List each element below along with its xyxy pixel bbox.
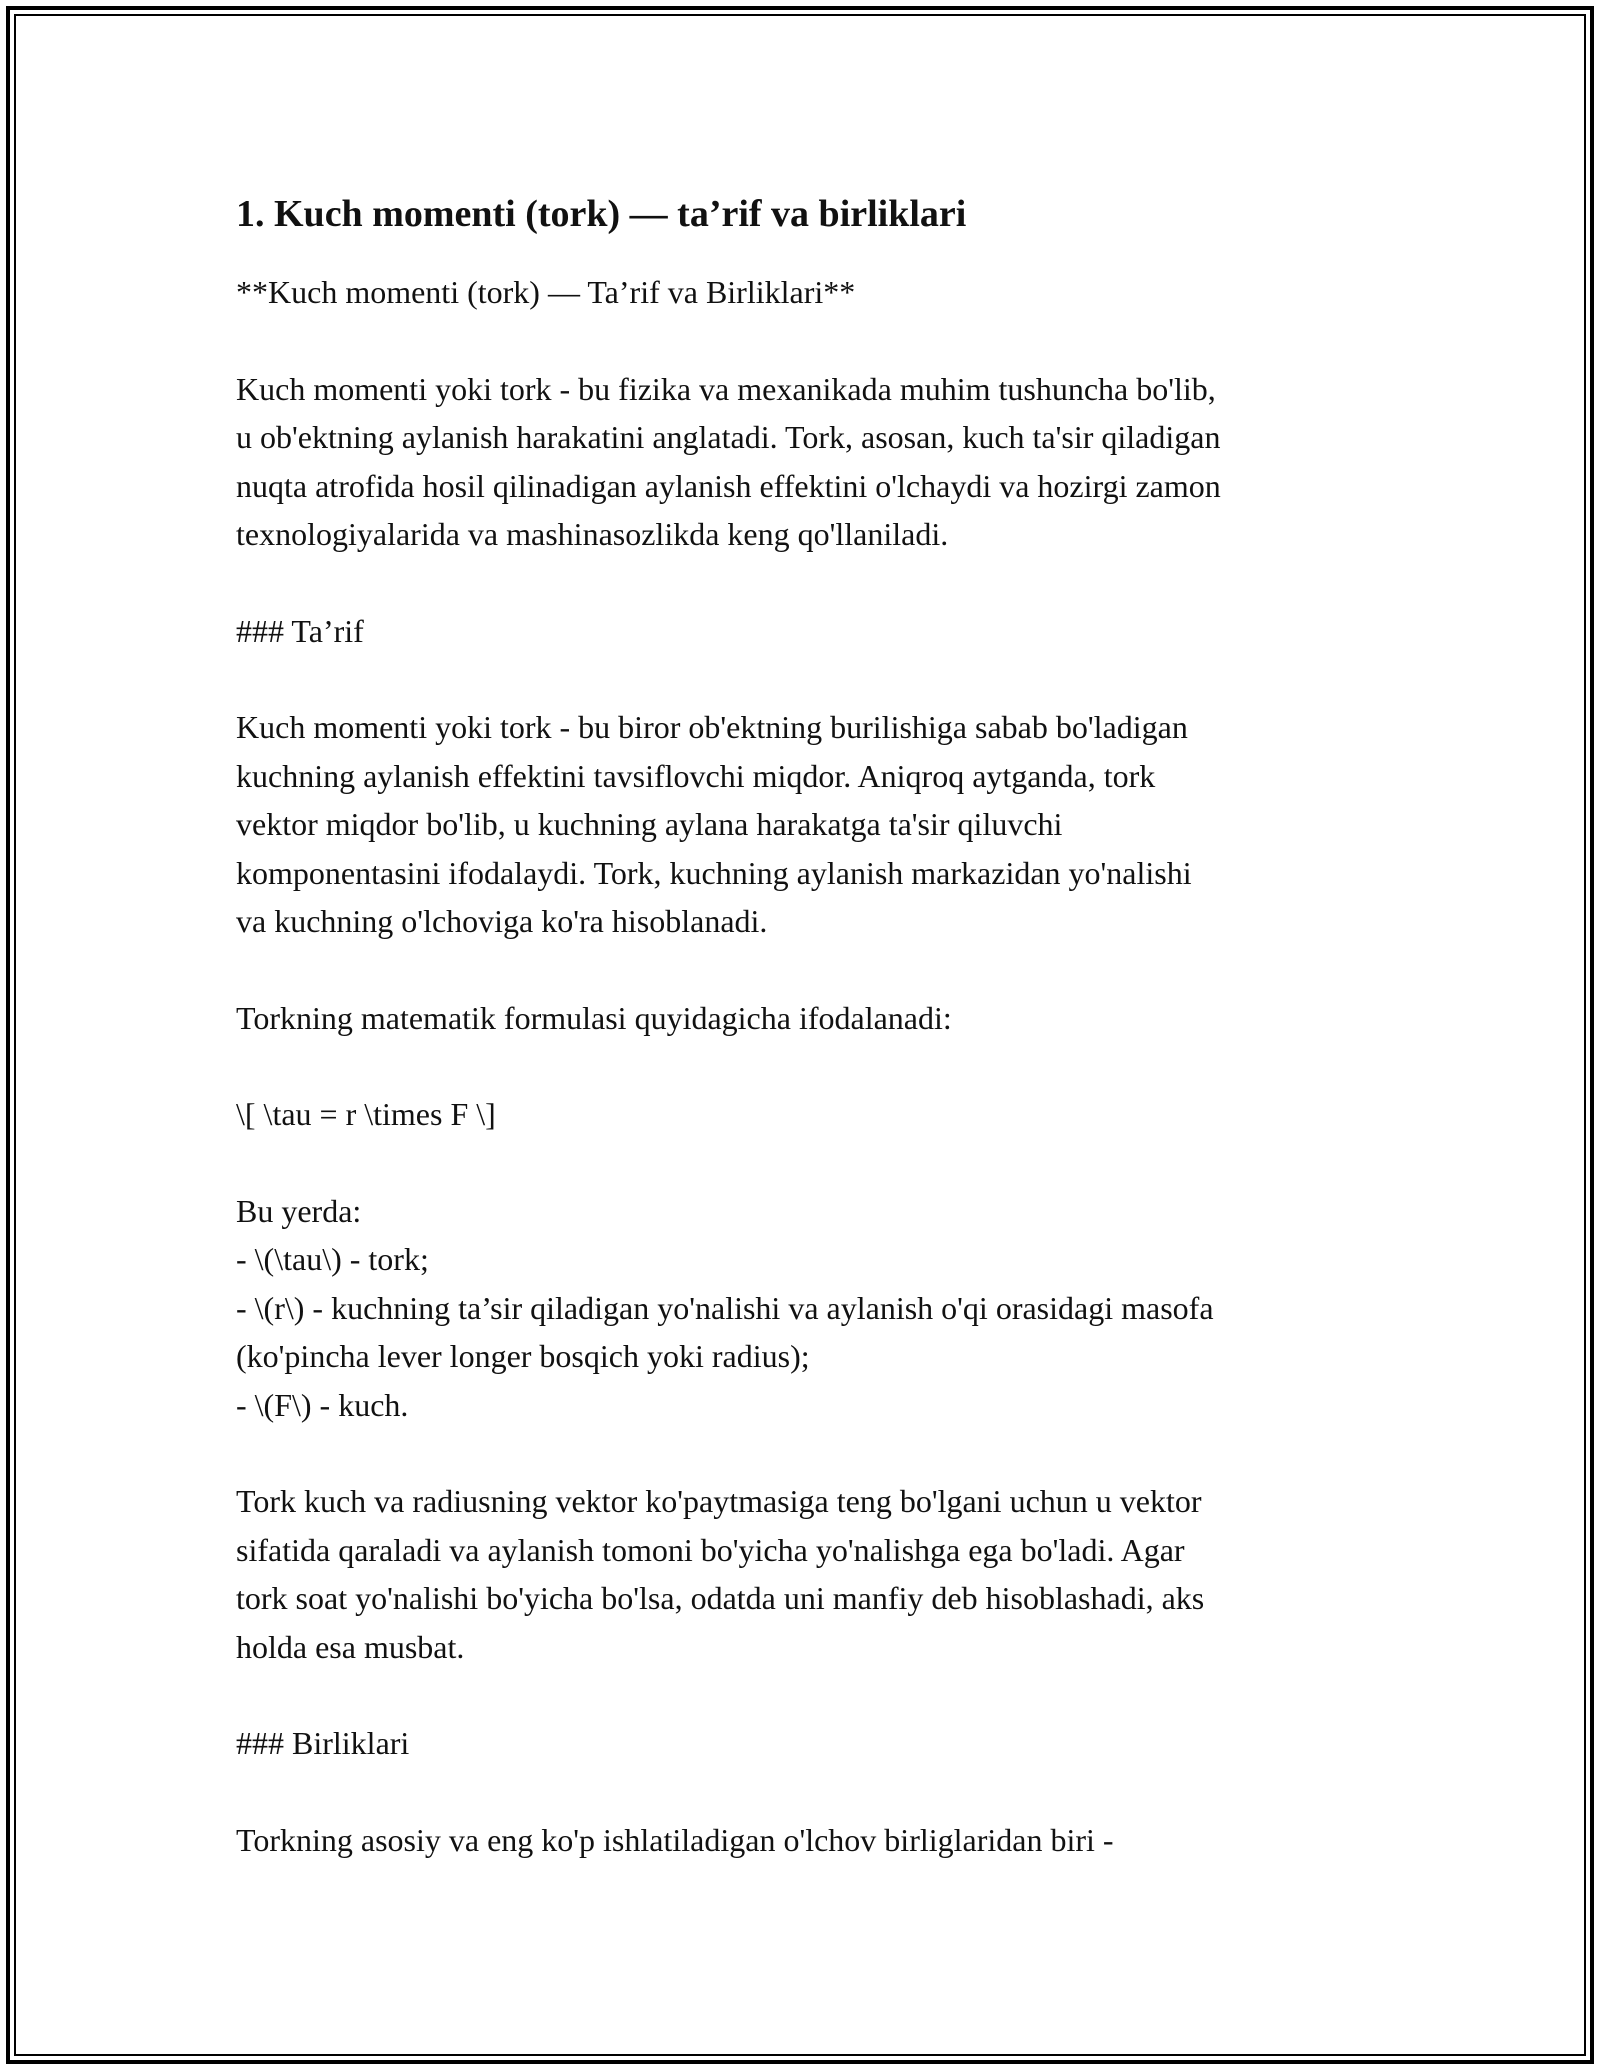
units-line: Torkning asosiy va eng ko'p ishlatiladigan o'lchov birliglaridan biri - [236,1821,1114,1858]
section-heading-birliklari-text: ### Birliklari [236,1725,410,1761]
vector-line: sifatida qaraladi va aylanish tomoni bo'yicha yo'nalishga ega bo'ladi. Agar [236,1531,1185,1568]
tarif-line: Kuch momenti yoki tork - bu biror ob'ektning burilishiga sabab bo'ladigan [236,709,1188,745]
units-paragraph [236,1816,1376,1865]
tarif-paragraph [236,703,1376,946]
subtitle-line: **Kuch momenti (tork) — Ta’rif va Birliklari** [236,274,856,310]
tarif-line: va kuchning o'lchoviga ko'ra hisoblanadi. [236,903,768,939]
section-heading-tarif [236,607,1376,656]
intro-line: u ob'ektning aylanish harakatini anglatadi. Tork, asosan, kuch ta'sir qiladigan [236,419,1221,455]
definitions-line: - \(F\) - kuch. [236,1386,409,1423]
definitions-paragraph [236,1187,1376,1430]
tarif-line: kuchning aylanish effektini tavsiflovchi miqdor. Aniqroq aytganda, tork [236,757,1156,794]
tarif-line: komponentasini ifodalaydi. Tork, kuchning aylanish markazidan yo'nalishi [236,854,1192,891]
document-body [236,188,1376,1912]
definitions-line: - \(\tau\) - tork; [236,1241,429,1277]
intro-line: nuqta atrofida hosil qilinadigan aylanish effektini o'lchaydi va hozirgi zamon [236,467,1221,504]
tarif-line: vektor miqdor bo'lib, u kuchning aylana harakatga ta'sir qiluvchi [236,806,1063,842]
formula-paragraph [236,1090,1376,1139]
intro-line: texnologiyalarida va mashinasozlikda keng qo'llaniladi. [236,516,949,552]
definitions-line: Bu yerda: [236,1192,362,1229]
definitions-line: - \(r\) - kuchning ta’sir qiladigan yo'nalishi va aylanish o'qi orasidagi masofa [236,1289,1214,1326]
formula-intro-line: Torkning matematik formulasi quyidagicha ifodalanadi: [236,999,952,1036]
intro-paragraph [236,365,1376,559]
intro-line: Kuch momenti yoki tork - bu fizika va mexanikada muhim tushuncha bo'lib, [236,370,1216,407]
formula-line: \[ \tau = r \times F \] [236,1096,496,1132]
definitions-line: (ko'pincha lever longer bosqich yoki radius); [236,1338,810,1374]
document-heading: 1. Kuch momenti (tork) — ta’rif va birliklari [236,193,967,235]
vector-line: tork soat yo'nalishi bo'yicha bo'lsa, odatda uni manfiy deb hisoblashadi, aks [236,1580,1205,1616]
vector-line: holda esa musbat. [236,1628,465,1665]
vector-line: Tork kuch va radiusning vektor ko'paytmasiga teng bo'lgani uchun u vektor [236,1483,1202,1519]
document-subtitle [236,268,1376,317]
vector-paragraph [236,1477,1376,1671]
section-heading-birliklari [236,1719,1376,1768]
section-heading-tarif-text: ### Ta’rif [236,612,364,649]
formula-intro-paragraph [236,994,1376,1043]
